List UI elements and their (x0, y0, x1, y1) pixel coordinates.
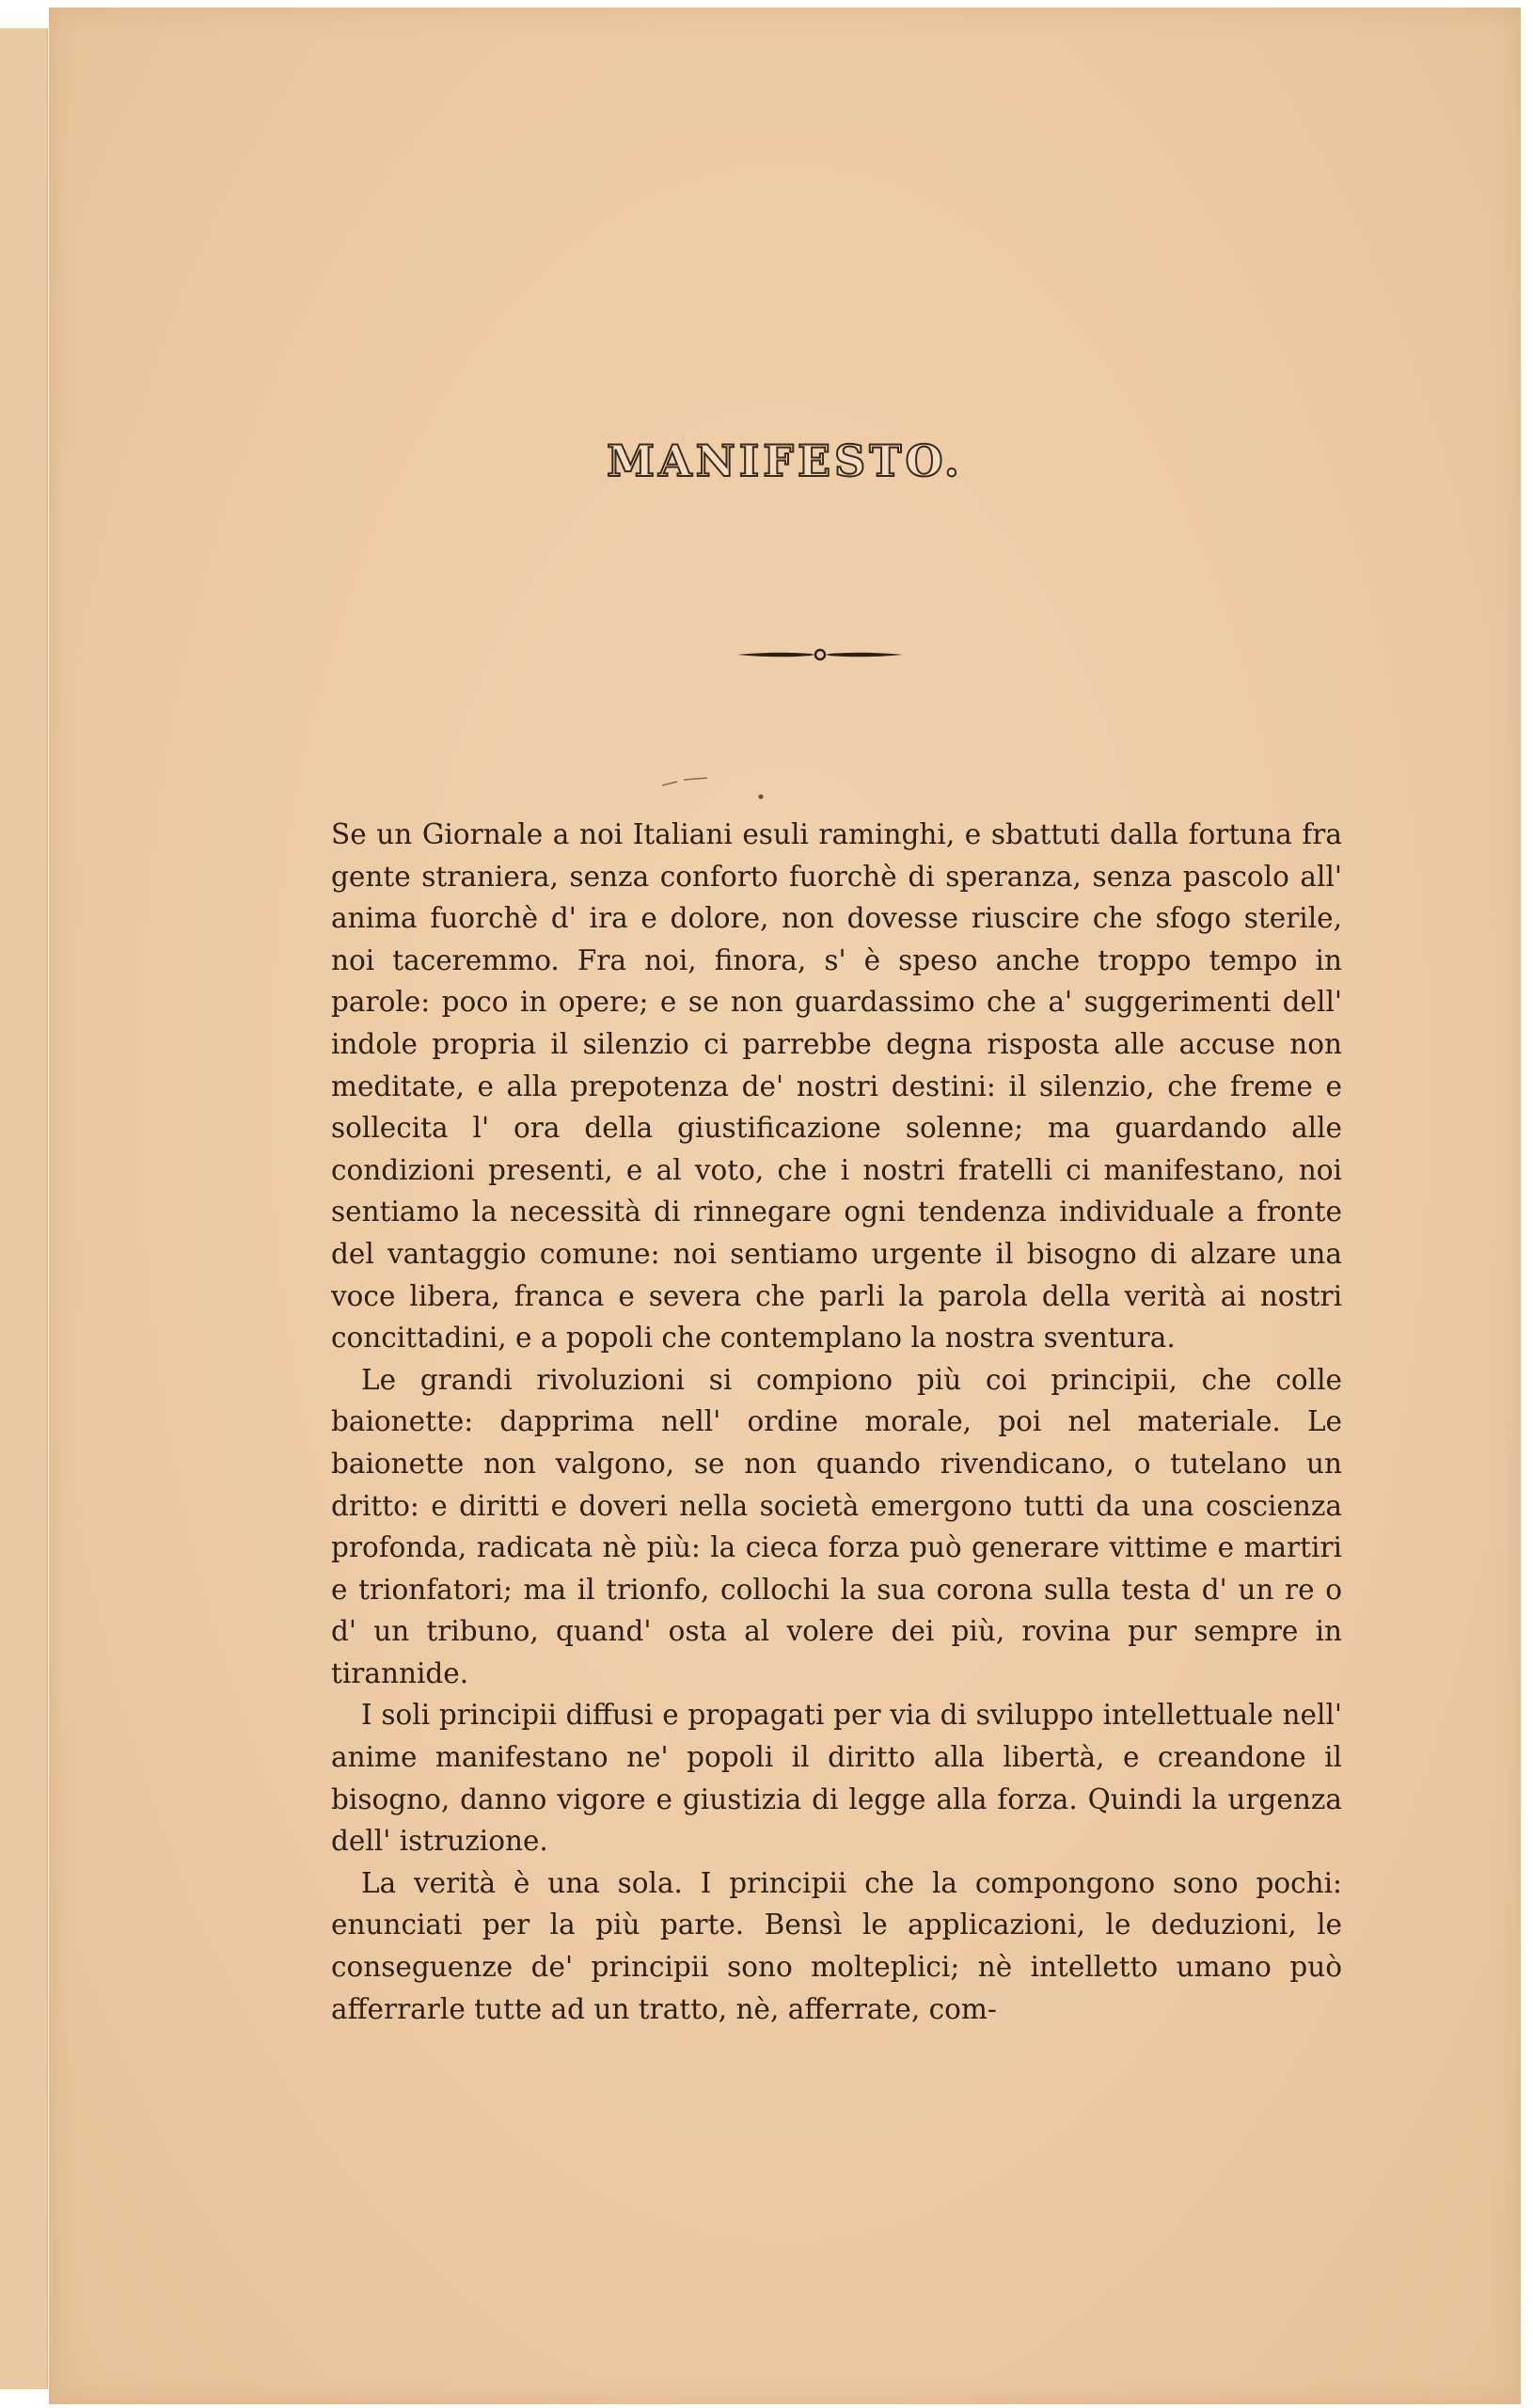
body-text (331, 814, 1342, 2030)
stray-ink-marks (576, 765, 858, 802)
paragraph-4: La verità è una sola. I principii che la compongono sono pochi: enunciati per la più parte. Bensì le applicazioni, le deduzioni, le conseguenze de' principii sono molteplici; nè intelletto umano può afferrarle tutte ad un tratto, nè, afferrate, com- (331, 1866, 1342, 2025)
previous-page-edge (0, 28, 48, 2389)
paragraph-1: Se un Giornale a noi Italiani esuli raminghi, e sbattuti dalla fortuna fra gente straniera, senza conforto fuorchè di speranza, senza pascolo all' anima fuorchè d' ira e dolore, non dovesse riuscire che sfogo sterile, noi taceremmo. Fra noi, finora, s' è speso anche troppo tempo in parole: poco in opere; e se non guardassimo che a' suggerimenti dell' indole propria il silenzio ci parrebbe degna risposta alle accuse non meditate, e alla prepotenza de' nostri destini: il silenzio, che freme e sollecita l' ora della giustificazione solenne; ma guardando alle condizioni presenti, e al voto, che i nostri fratelli ci manifestano, noi sentiamo la necessità di rinnegare ogni tendenza individuale a fronte del vantaggio comune: noi sentiamo urgente il bisogno di alzare una voce libera, franca e severa che parli la parola della verità ai nostri concittadini, e a popoli che contemplano la nostra sventura. (331, 818, 1342, 1354)
ornament-divider (735, 647, 905, 662)
paragraph-3: I soli principii diffusi e propagati per via di sviluppo intellettuale nell' anime manifestano ne' popoli il diritto alla libertà, e creandone il bisogno, danno vigore e giustizia di legge alla forza. Quindi la urgenza dell' istruzione. (331, 1699, 1342, 1858)
document-page (49, 8, 1521, 2404)
document-title: MANIFESTO. (607, 436, 963, 486)
paragraph-2: Le grandi rivoluzioni si compiono più coi principii, che colle baionette: dapprima nell' ordine morale, poi nel materiale. Le baionette non valgono, se non quando rivendicano, o tutelano un dritto: e diritti e doveri nella società emergono tutti da una coscienza profonda, radicata nè più: la cieca forza può generare vittime e martiri e trionfatori; ma il trionfo, collochi la sua corona sulla testa d' un re o d' un tribuno, quand' osta al volere dei più, rovina pur sempre in tirannide. (331, 1363, 1342, 1689)
